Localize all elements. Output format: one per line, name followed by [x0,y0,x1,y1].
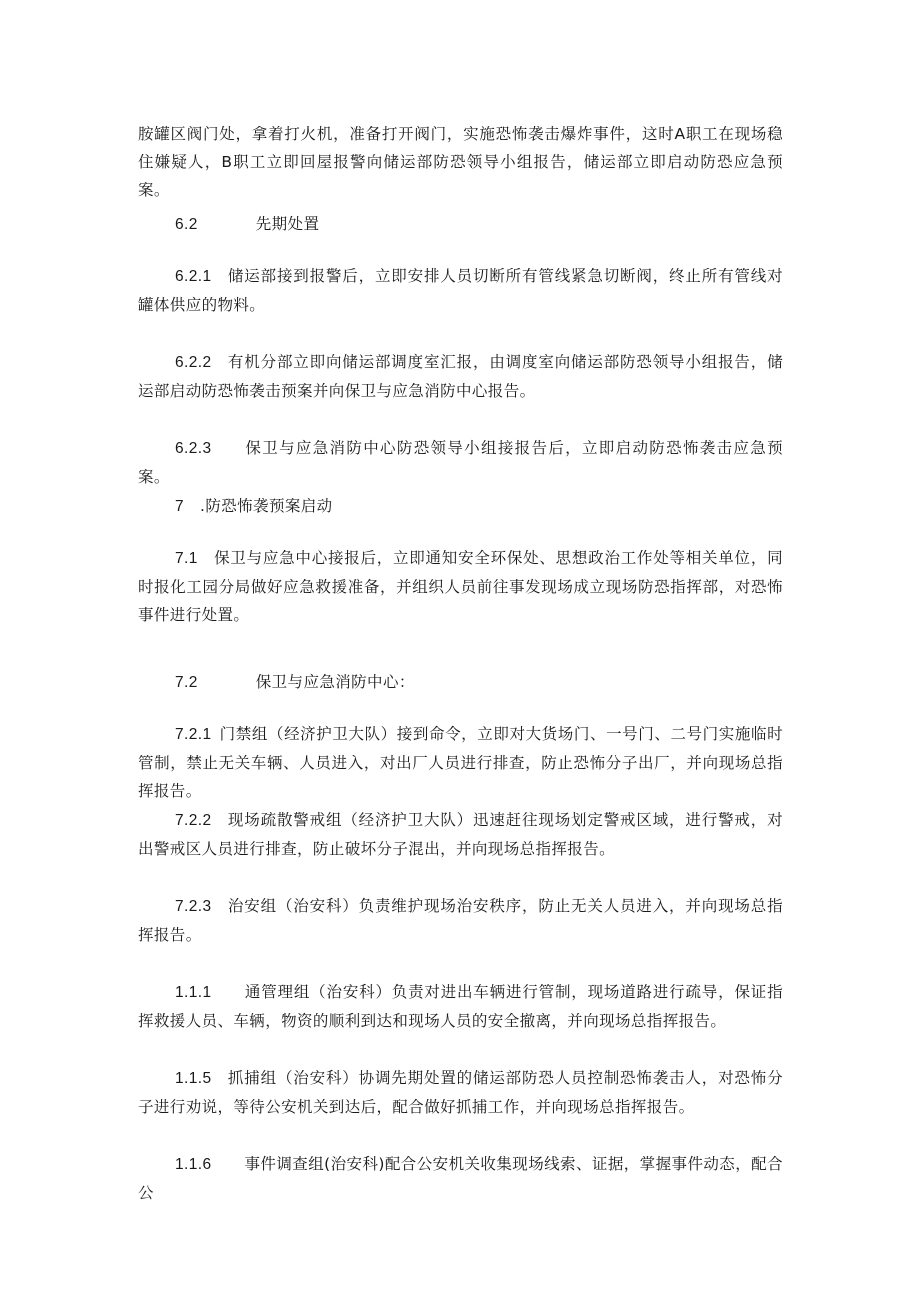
paragraph-7-2-2 [138,806,783,863]
paragraph-text: 事件调查组(治安科)配合公安机关收集现场线索、证据，掌握事件动态，配合公 [138,1155,783,1202]
section-number: 1.1.1 [175,984,212,1001]
paragraph-continuation [138,120,783,204]
section-title: 先期处置 [255,215,320,233]
paragraph-text: 有机分部立即向储运部调度室汇报，由调度室向储运部防恐领导小组报告，储运部启动防恐怖袭击预案并向保卫与应急消防中心报告。 [138,353,783,400]
paragraph-text: 现场疏散警戒组（经济护卫大队）迅速赶往现场划定警戒区域，进行警戒，对出警戒区人员进行排查，防止破坏分子混出，并向现场总指挥报告。 [138,811,783,858]
section-number: 1.1.5 [175,1070,212,1087]
section-number: 6.2.3 [175,440,212,457]
paragraph-text: 胺罐区阀门处，拿着打火机，准备打开阀门，实施恐怖袭击爆炸事件，这时A职工在现场稳住嫌疑人，B职工立即回屋报警向储运部防恐领导小组报告，储运部立即启动防恐应急预案。 [138,125,783,199]
section-number: 7.2.3 [175,898,212,915]
paragraph-text: 保卫与应急中心接报后，立即通知安全环保处、思想政治工作处等相关单位，同时报化工园分局做好应急救援准备，并组织人员前往事发现场成立现场防恐指挥部，对恐怖事件进行处置。 [138,549,783,624]
paragraph-6-2-1 [138,262,783,319]
paragraph-1-1-5 [138,1064,783,1121]
paragraph-text: 抓捕组（治安科）协调先期处置的储运部防恐人员控制恐怖袭击人，对恐怖分子进行劝说，等待公安机关到达后，配合做好抓捕工作，并向现场总指挥报告。 [138,1069,783,1116]
section-title: 保卫与应急消防中心： [255,673,415,691]
paragraph-7-1 [138,544,783,629]
paragraph-7-2-1 [138,720,783,805]
section-number: 7.1 [175,550,198,567]
paragraph-1-1-6 [138,1150,783,1207]
paragraph-text: 保卫与应急消防中心防恐领导小组接报告后，立即启动防恐怖袭击应急预案。 [138,439,783,486]
paragraph-text: 储运部接到报警后，立即安排人员切断所有管线紧急切断阀，终止所有管线对罐体供应的物料。 [138,267,783,314]
section-number: 6.2.2 [175,354,212,371]
paragraph-1-1-1 [138,978,783,1035]
paragraph-6-2-2 [138,348,783,405]
section-number: 7.2.1 [175,726,212,743]
section-number: 7.2.2 [175,812,212,829]
section-number: 7.2 [175,674,198,691]
section-title: .防恐怖袭预案启动 [200,497,333,515]
paragraph-text: 门禁组（经济护卫大队）接到命令，立即对大货场门、一号门、二号门实施临时管制，禁止无关车辆、人员进入，对出厂人员进行排查，防止恐怖分子出厂，并向现场总指挥报告。 [138,725,783,800]
section-number: 6.2.1 [175,268,212,285]
section-number: 6.2 [175,216,198,233]
paragraph-6-2-3 [138,434,783,491]
paragraph-7-2-3 [138,892,783,949]
section-heading-7 [138,492,783,521]
section-number: 1.1.6 [175,1156,212,1173]
paragraph-text: 治安组（治安科）负责维护现场治安秩序，防止无关人员进入，并向现场总指挥报告。 [138,897,783,944]
section-number: 7 [175,498,185,515]
section-heading-6-2 [138,210,783,239]
paragraph-text: 通管理组（治安科）负责对进出车辆进行管制，现场道路进行疏导，保证指挥救援人员、车辆，物资的顺利到达和现场人员的安全撤离，并向现场总指挥报告。 [138,983,783,1030]
section-heading-7-2 [138,668,783,697]
